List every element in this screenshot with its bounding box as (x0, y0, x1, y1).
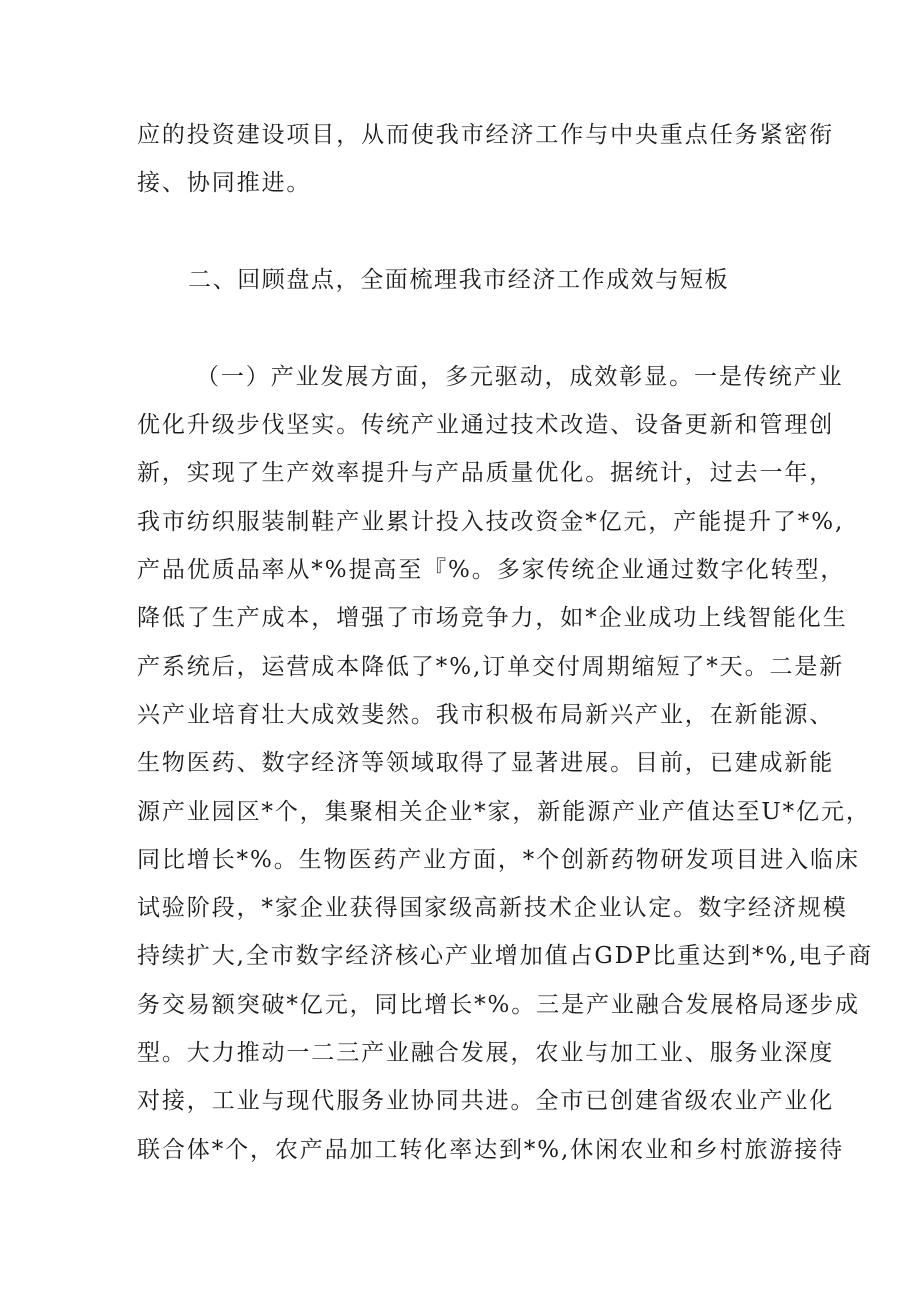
paragraph-line: 同比增长*%。生物医药产业方面，*个创新药物研发项目进入临床 (137, 847, 860, 873)
paragraph-line: 试验阶段，*家企业获得国家级高新技术企业认定。数字经济规模 (137, 895, 848, 921)
paragraph-line: 源产业园区*个，集聚相关企业*家，新能源产业产值达至U*亿元， (137, 799, 871, 825)
paragraph-line: 我市纺织服装制鞋产业累计投入技改资金*亿元，产能提升了*%, (137, 509, 845, 535)
paragraph-line: 生物医药、数字经济等领域取得了显著进展。目前，已建成新能 (137, 750, 835, 776)
paragraph-line: 持续扩大,全市数字经济核心产业增加值占GDP比重达到*%,电子商 (137, 943, 874, 969)
paragraph-line: 降低了生产成本，增强了市场竞争力，如*企业成功上线智能化生 (137, 605, 848, 631)
paragraph-line: 产系统后，运营成本降低了*%,订单交付周期缩短了*天。二是新 (137, 654, 845, 680)
section-heading: 二、回顾盘点，全面梳理我市经济工作成效与短板 (188, 267, 730, 293)
paragraph-line: 兴产业培育壮大成效斐然。我市积极布局新兴产业，在新能源、 (137, 702, 835, 728)
paragraph-line: 型。大力推动一二三产业融合发展，农业与加工业、服务业深度 (137, 1040, 835, 1066)
paragraph-line: 对接，工业与现代服务业协同共进。全市已创建省级农业产业化 (137, 1088, 835, 1114)
paragraph-line: 优化升级步伐坚实。传统产业通过技术改造、设备更新和管理创 (137, 412, 835, 438)
paragraph-line: 新，实现了生产效率提升与产品质量优化。据统计，过去一年， (137, 460, 835, 486)
paragraph-line: 产品优质品率从*%提高至『%。多家传统企业通过数字化转型， (137, 557, 846, 583)
paragraph-line: 务交易额突破*亿元，同比增长*%。三是产业融合发展格局逐步成 (137, 992, 860, 1018)
paragraph-line: （一）产业发展方面，多元驱动，成效彰显。一是传统产业 (196, 364, 844, 390)
intro-line: 应的投资建设项目，从而使我市经济工作与中央重点任务紧密衔 (137, 122, 835, 148)
paragraph-line: 联合体*个，农产品加工转化率达到*%,休闲农业和乡村旅游接待 (137, 1137, 845, 1163)
intro-line: 接、协同推进。 (137, 170, 312, 196)
